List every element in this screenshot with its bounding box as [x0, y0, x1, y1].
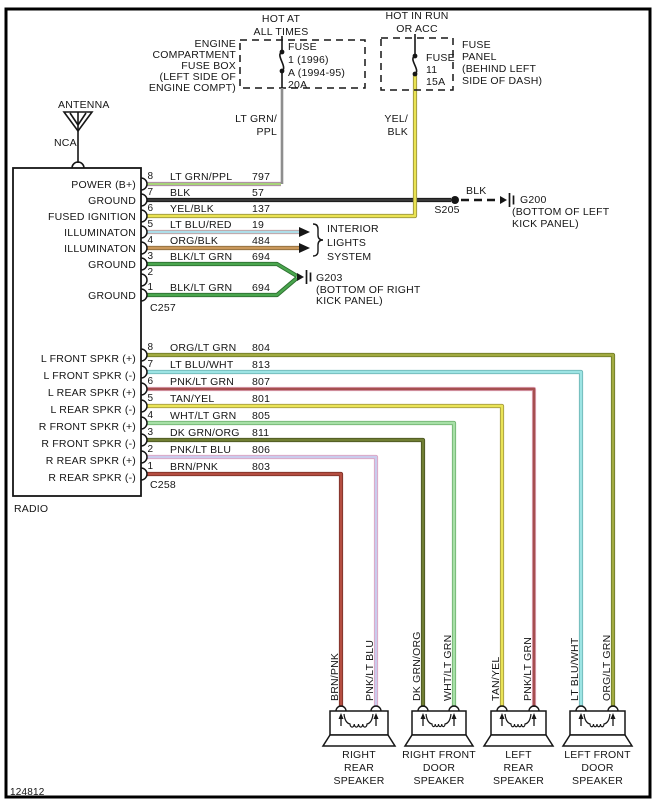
vertical-wire-label: LT BLU/WHT: [569, 637, 581, 701]
vertical-wire-label: ORG/LT GRN: [601, 634, 613, 701]
pin-wire-code: YEL/BLK: [170, 203, 215, 215]
ground-g203-label: G203: [316, 272, 343, 284]
speaker-label: DOOR: [422, 762, 456, 774]
speaker-label: SPEAKER: [571, 775, 624, 787]
connector-c257-label: C257: [150, 302, 176, 314]
nca-label: NCA: [54, 137, 77, 149]
pin-circuit-number: 813: [252, 359, 271, 371]
illumination-arrow-icon: [299, 227, 310, 237]
hot-at-label: ALL TIMES: [253, 26, 309, 38]
pin-circuit-number: 805: [252, 410, 271, 422]
speaker-icon: [484, 706, 553, 746]
pin-circuit-number: 137: [252, 203, 271, 215]
hot-in-run-label: HOT IN RUN: [385, 10, 449, 22]
pin-wire-code: LT BLU/WHT: [170, 359, 234, 371]
pin-function-label: R REAR SPKR (-): [48, 472, 136, 484]
hot-at-label: HOT AT: [261, 13, 301, 25]
speaker-icon: [563, 706, 632, 746]
wire-dk-grn-org-edge: [147, 440, 423, 707]
pin-function-label: GROUND: [88, 259, 136, 271]
connector-c258-label: C258: [150, 479, 176, 491]
pin-circuit-number: 19: [252, 219, 265, 231]
wire-label-yel-blk: YEL/: [384, 113, 408, 125]
pin-circuit-number: 804: [252, 342, 271, 354]
panel-fusebox-label: SIDE OF DASH): [462, 75, 543, 87]
pin-number: 3: [147, 251, 154, 262]
pin-function-label: FUSED IGNITION: [48, 211, 136, 223]
pin-number: 7: [147, 187, 154, 198]
speaker-label: REAR: [503, 762, 534, 774]
antenna-label: ANTENNA: [58, 99, 110, 111]
pin-function-label: R FRONT SPKR (-): [41, 438, 136, 450]
ground-g200-location: (BOTTOM OF LEFT: [512, 206, 610, 218]
speaker-icon: [405, 706, 473, 746]
speaker-label: SPEAKER: [333, 775, 385, 787]
pin-circuit-number: 803: [252, 461, 271, 473]
pin-number: 2: [147, 444, 154, 455]
pin-number: 1: [147, 461, 154, 472]
fuse-11-icon: [413, 34, 418, 76]
fuse-1-icon: [280, 36, 285, 88]
engine-fusebox-label: (LEFT SIDE OF: [159, 71, 236, 83]
speaker-icon: [323, 706, 395, 746]
pin-function-label: L REAR SPKR (+): [47, 387, 136, 399]
pin-wire-code: BLK/LT GRN: [170, 282, 233, 294]
fuse-1-label: A (1994-95): [288, 67, 346, 79]
panel-fusebox-label: FUSE: [462, 39, 491, 51]
ground-g200-label: G200: [520, 194, 547, 206]
pin-circuit-number: 797: [252, 171, 271, 183]
speaker-label: RIGHT: [342, 749, 376, 761]
brace-icon: [313, 224, 323, 256]
pin-circuit-number: 806: [252, 444, 271, 456]
pin-function-label: R FRONT SPKR (+): [38, 421, 136, 433]
ground-g203-icon: [297, 270, 311, 284]
pin-wire-code: LT GRN/PPL: [170, 171, 233, 183]
pin-number: 2: [147, 267, 154, 278]
vertical-wire-label: BRN/PNK: [329, 652, 341, 701]
pin-number: 5: [147, 219, 154, 230]
speaker-label: SPEAKER: [492, 775, 545, 787]
vertical-wire-label: PNK/LT BLU: [364, 639, 376, 701]
vertical-wire-label: PNK/LT GRN: [522, 636, 534, 701]
pin-function-label: L FRONT SPKR (+): [40, 353, 136, 365]
pin-number: 8: [147, 342, 154, 353]
engine-fusebox-label: FUSE BOX: [181, 60, 236, 72]
speaker-label: SPEAKER: [413, 775, 465, 787]
pin-number: 6: [147, 376, 154, 387]
wire-dk-grn-org: [147, 440, 423, 707]
pin-circuit-number: 807: [252, 376, 271, 388]
wire-label-lt-grn-ppl: LT GRN/: [235, 113, 277, 125]
pin-wire-code: ORG/BLK: [170, 235, 219, 247]
fuse-1-label: FUSE: [288, 41, 317, 53]
pin-number: 1: [147, 282, 154, 293]
ground-g203-location: KICK PANEL): [316, 295, 383, 307]
vertical-wire-label: WHT/LT GRN: [442, 634, 454, 701]
interior-lights-label: INTERIOR: [327, 223, 379, 235]
hot-in-run-label: OR ACC: [396, 23, 438, 35]
blk-wire-label: BLK: [466, 185, 487, 197]
radio-label: RADIO: [14, 503, 49, 515]
speaker-label: REAR: [344, 762, 374, 774]
pin-function-label: L FRONT SPKR (-): [43, 370, 136, 382]
pin-wire-code: PNK/LT BLU: [170, 444, 232, 456]
interior-lights-label: SYSTEM: [327, 251, 372, 263]
vertical-wire-label: TAN/YEL: [490, 656, 502, 701]
pin-circuit-number: 57: [252, 187, 265, 199]
fuse-11-label: 11: [426, 64, 438, 76]
panel-fusebox-label: PANEL: [462, 51, 497, 63]
engine-fusebox-label: ENGINE: [194, 38, 236, 50]
pin-circuit-number: 801: [252, 393, 271, 405]
speaker-label: LEFT: [505, 749, 532, 761]
fuse-11-label: FUSE: [426, 52, 455, 64]
fuse-1-label: 20A: [288, 79, 308, 91]
pin-function-label: R REAR SPKR (+): [45, 455, 136, 467]
pin-circuit-number: 694: [252, 251, 271, 263]
pin-function-label: ILLUMINATON: [64, 243, 136, 255]
pin-function-label: GROUND: [88, 290, 136, 302]
pin-number: 4: [147, 235, 154, 246]
fuse-11-label: 15A: [426, 76, 446, 88]
pin-number: 7: [147, 359, 154, 370]
splice-s205-dot: [451, 196, 459, 204]
fuse-1-label: 1 (1996): [288, 54, 329, 66]
ground-g200-location: KICK PANEL): [512, 218, 579, 230]
wire-label-yel-blk: BLK: [387, 126, 408, 138]
pin-function-label: POWER (B+): [71, 179, 136, 191]
pin-number: 8: [147, 171, 154, 182]
ground-g200-icon: [500, 193, 514, 207]
pin-circuit-number: 694: [252, 282, 271, 294]
pin-wire-code: PNK/LT GRN: [170, 376, 235, 388]
pin-circuit-number: 811: [252, 427, 270, 439]
speaker-label: DOOR: [581, 762, 614, 774]
pin-wire-code: WHT/LT GRN: [170, 410, 237, 422]
wire-label-lt-grn-ppl: PPL: [256, 126, 277, 138]
pin-wire-code: BLK: [170, 187, 191, 199]
pin-wire-code: TAN/YEL: [170, 393, 215, 405]
pin-wire-code: ORG/LT GRN: [170, 342, 237, 354]
pin-wire-code: DK GRN/ORG: [170, 427, 240, 439]
engine-fusebox-label: COMPARTMENT: [152, 49, 236, 61]
pin-number: 5: [147, 393, 154, 404]
pin-wire-code: BRN/PNK: [170, 461, 219, 473]
pin-function-label: GROUND: [88, 195, 136, 207]
panel-fusebox-label: (BEHIND LEFT: [462, 63, 537, 75]
pin-number: 4: [147, 410, 154, 421]
pin-number: 6: [147, 203, 154, 214]
interior-lights-label: LIGHTS: [327, 237, 367, 249]
ground-g203-location: (BOTTOM OF RIGHT: [316, 284, 421, 296]
wire-brn-pnk-edge: [147, 474, 341, 707]
pin-circuit-number: 484: [252, 235, 271, 247]
splice-s205-label: S205: [434, 204, 460, 216]
illumination-arrow-icon: [299, 243, 310, 253]
doc-number: 124812: [10, 787, 45, 798]
pin-wire-code: BLK/LT GRN: [170, 251, 233, 263]
speaker-label: LEFT FRONT: [564, 749, 631, 761]
speaker-label: RIGHT FRONT: [402, 749, 476, 761]
pin-function-label: L REAR SPKR (-): [50, 404, 136, 416]
wire-blk-lt-grn-edge: [147, 264, 297, 276]
pin-wire-code: LT BLU/RED: [170, 219, 232, 231]
pin-number: 3: [147, 427, 154, 438]
pin-function-label: ILLUMINATON: [64, 227, 136, 239]
vertical-wire-label: DK GRN/ORG: [411, 631, 423, 701]
engine-fusebox-label: ENGINE COMPT): [148, 82, 236, 94]
wire-brn-pnk: [147, 474, 341, 707]
